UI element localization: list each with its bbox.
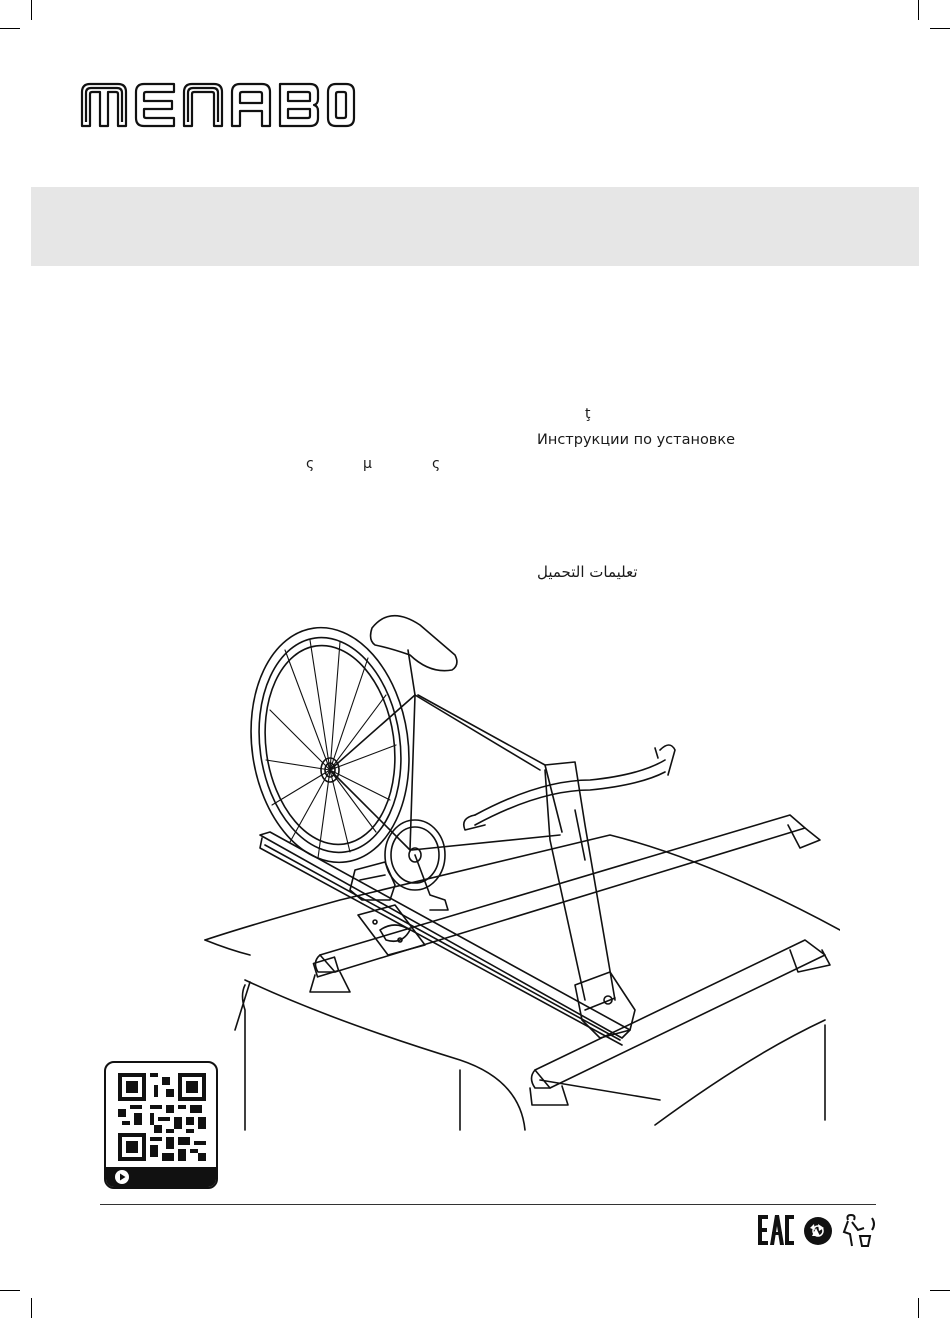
qr-code-card[interactable] (104, 1061, 218, 1189)
menabo-logo (80, 82, 356, 128)
footer-divider (100, 1204, 876, 1205)
certification-marks (756, 1212, 876, 1250)
qr-code (118, 1073, 206, 1161)
title-greek-fragment: ς (306, 456, 315, 472)
crop-mark (930, 1290, 950, 1291)
crop-mark (918, 0, 919, 20)
title-arabic: تعليمات التحميل (537, 563, 638, 581)
title-greek-fragment: μ (363, 456, 372, 472)
title-banner (31, 187, 919, 266)
crop-mark (0, 1290, 20, 1291)
qr-video-bar (106, 1167, 216, 1187)
play-icon[interactable] (114, 1169, 130, 1185)
bicycle-roof-rack-illustration (190, 600, 840, 1135)
eac-mark (758, 1215, 794, 1245)
crop-mark (918, 1298, 919, 1318)
crop-mark (31, 1298, 32, 1318)
crop-mark (31, 0, 32, 20)
waste-disposal-icon (844, 1215, 874, 1246)
title-russian: Инструкции по установке (537, 432, 736, 448)
crop-mark (0, 28, 20, 29)
recycle-icon (804, 1217, 832, 1245)
crop-mark (930, 28, 950, 29)
title-greek-fragment: ς (432, 456, 441, 472)
title-romanian: ţ (585, 406, 591, 422)
